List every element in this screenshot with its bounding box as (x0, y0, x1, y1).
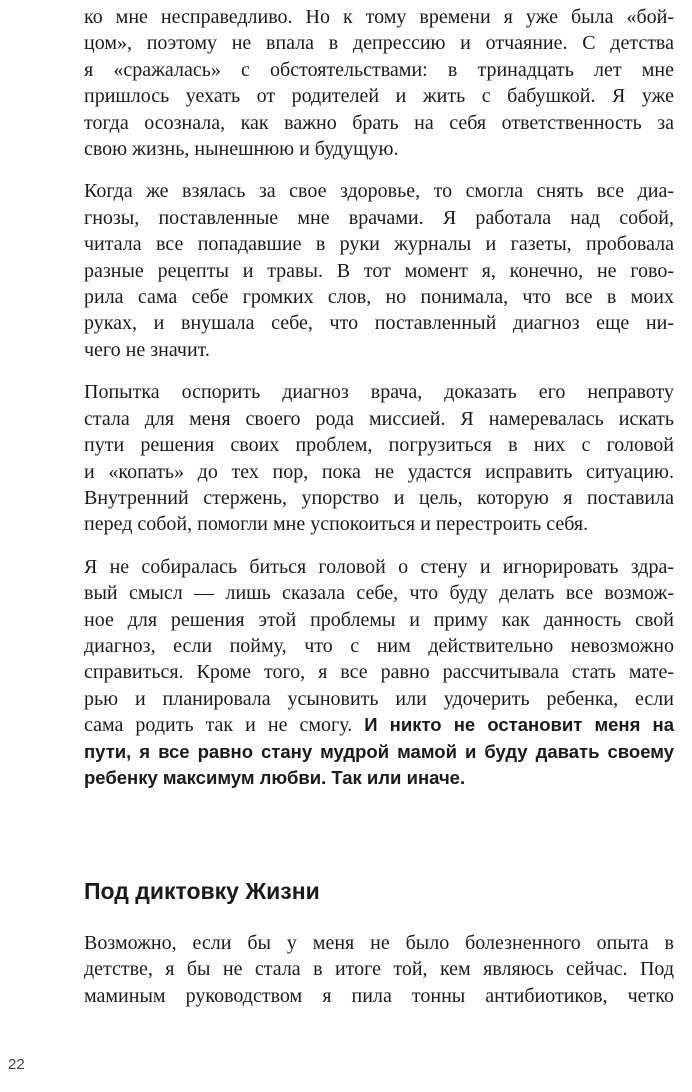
text-line: гнозы, поставленные мне врачами. Я работала над собой, (84, 206, 674, 229)
page-body (84, 4, 674, 791)
mixed-text-line (84, 712, 674, 738)
text-line: ное для решения этой проблемы и приму как данность свой (84, 608, 674, 631)
text-line: Когда же взялась за свое здоровье, то смогла снять все диа- (84, 180, 674, 203)
bold-text-line: ребенку максимум любви. Так или иначе. (84, 766, 466, 788)
text-line: свою жизнь, нынешнюю и будущую. (84, 138, 399, 161)
paragraph-4 (84, 554, 674, 792)
bold-text-line: пути, я все равно стану мудрой мамой и буду давать своему (84, 740, 674, 762)
text-line: чего не значит. (84, 338, 210, 361)
text-line: цом», поэтому не впала в депрессию и отчаяние. С детства (84, 32, 674, 55)
text-line: перед собой, помогли мне успокоиться и перестроить себя. (84, 513, 589, 536)
paragraph-1 (84, 4, 674, 162)
text-line: Попытка оспорить диагноз врача, доказать его неправоту (84, 381, 674, 404)
text-line: пришлось уехать от родителей и жить с бабушкой. Я уже (84, 85, 674, 108)
text-line: Внутренний стержень, упорство и цель, которую я поставила (84, 486, 674, 509)
text-line: руках, и внушала себе, что поставленный диагноз еще ни- (84, 312, 674, 335)
text-line: стала для меня своего рода миссией. Я намеревалась искать (84, 407, 674, 430)
bold-fragment: И никто не остановит меня на (364, 714, 675, 736)
paragraph-5 (84, 930, 674, 1009)
page-number: 22 (8, 1056, 25, 1073)
text-line: пути решения своих проблем, погрузиться в них с головой (84, 434, 674, 457)
text-line: ко мне несправедливо. Но к тому времени я уже была «бой- (84, 6, 674, 28)
text-line: справиться. Кроме того, я все равно рассчитывала стать мате- (84, 661, 674, 684)
text-line: диагноз, если пойму, что с ним действительно невозможно (84, 634, 674, 657)
text-line: рью и планировала усыновить или удочерить ребенка, если (84, 687, 674, 710)
paragraph-3 (84, 379, 674, 537)
text-line: читала все попадавшие в руки журналы и газеты, пробовала (84, 233, 674, 256)
text-line: и «копать» до тех пор, пока не удастся исправить ситуацию. (84, 460, 674, 483)
text-line: Я не собиралась биться головой о стену и игнорировать здра- (84, 555, 674, 578)
text-line: детстве, я бы не стала в итоге той, кем являюсь сейчас. Под (84, 958, 674, 981)
text-line: я «сражалась» с обстоятельствами: в тринадцать лет мне (84, 58, 674, 81)
text-line: разные рецепты и травы. В тот момент я, конечно, не гово- (84, 259, 674, 282)
text-line: тогда осознала, как важно брать на себя ответственность за (84, 111, 674, 134)
paragraph-2 (84, 178, 674, 363)
text-line: вый смысл — лишь сказала себе, что буду делать все возмож- (84, 582, 674, 605)
section-heading: Под диктовку Жизни (84, 878, 320, 904)
plain-fragment: сама родить так и не смогу. (84, 714, 365, 737)
text-line: маминым руководством я пила тонны антибиотиков, четко (84, 984, 674, 1007)
text-line: рила сама себе громких слов, но понимала, что все в моих (84, 286, 674, 309)
text-line: Возможно, если бы у меня не было болезненного опыта в (84, 932, 674, 954)
